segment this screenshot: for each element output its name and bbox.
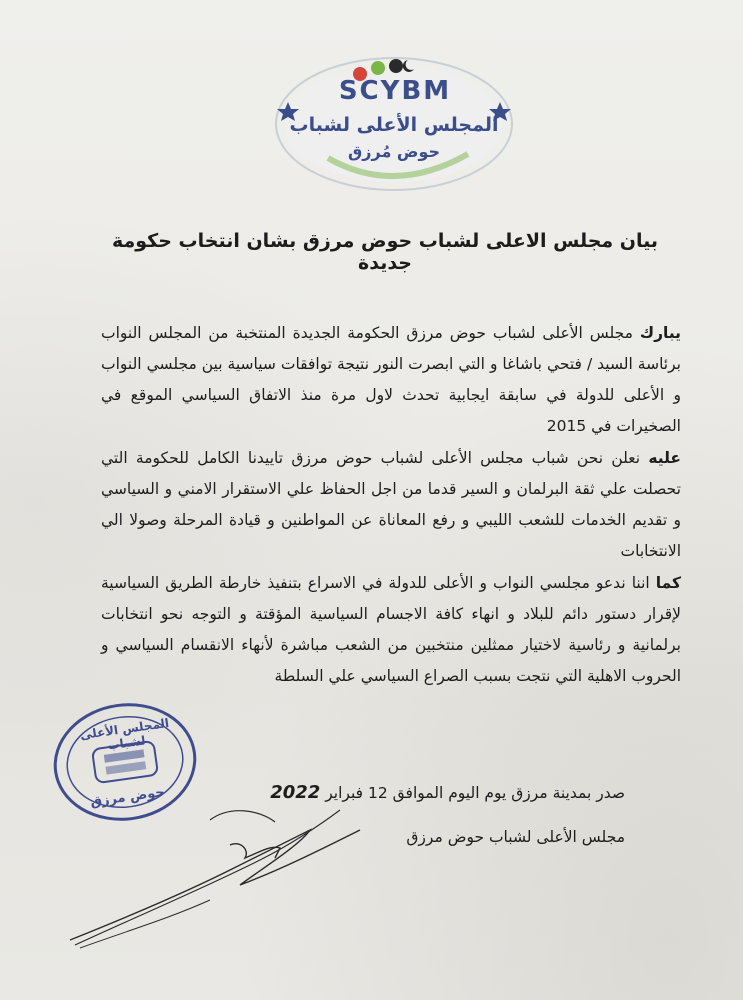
logo-acronym: SCYBM <box>338 76 452 106</box>
paragraph-body: مجلس الأعلى لشباب حوض مرزق الحكومة الجديدة المنتخبة من المجلس النواب برئاسة السيد / فتحي باشاغا و التي ابصرت النور نتيجة توافقات سياسية بين مجلسي النواب و الأعلى للدولة في سابقة ايجابية تحدث لاول مرة منذ الاتفاق السياسي الموقع في الصخيرات في 2015 <box>101 324 681 435</box>
paragraph-body: اننا ندعو مجلسي النواب و الأعلى للدولة في الاسراع بتنفيذ خارطة الطريق السياسية لإقرار دستور دائم للبلاد و انهاء كافة الاجسام السياسية المؤقتة و التوجه نحو انتخابات برلمانية و رئاسية لاختيار ممثلين منتخبين من الشعب مباشرة لأنهاء الانقسام السياسي و الحروب الاهلية التي نتجت بسبب الصراع السياسي علي السلطة <box>101 574 681 685</box>
stamp-bottom-text: حوض مرزق <box>89 784 166 811</box>
paragraph-body: نعلن نحن شباب مجلس الأعلى لشباب حوض مرزق تاييدنا الكامل للحكومة التي تحصلت علي ثقة البرلمان و السير قدما من اجل الحفاظ علي الاستقرار الامني و السياسي و تقديم الخدمات للشعب الليبي و رفع المعاناة عن المواطنين و قيادة المرحلة وصولا الي الانتخابات <box>101 449 681 560</box>
paragraph-support <box>101 443 681 567</box>
stamp-top-text: المجلس الأعلى لشباب <box>79 715 170 753</box>
paragraph-lead-word: عليه <box>648 449 681 467</box>
paragraph-lead-word: كما <box>655 574 681 592</box>
organization-logo <box>268 46 520 196</box>
document-title: بيان مجلس الاعلى لشباب حوض مرزق بشان انتخاب حكومة جديدة <box>111 230 659 274</box>
handwritten-signature <box>60 800 390 950</box>
signatory-name: مجلس الأعلى لشباب حوض مرزق <box>406 828 625 846</box>
paragraph-call <box>101 568 681 692</box>
paragraph-lead-word: يبارك <box>639 324 681 342</box>
issued-text: صدر بمدينة مرزق يوم اليوم الموافق 12 فبراير <box>320 784 625 802</box>
logo-name-line-2: حوض مُرزق <box>347 142 441 161</box>
issued-year: 2022 <box>270 782 321 803</box>
paragraph-congratulation <box>101 318 681 442</box>
logo-name-line-1: المجلس الأعلى لشباب <box>289 114 499 136</box>
signature-scribble <box>60 800 390 950</box>
